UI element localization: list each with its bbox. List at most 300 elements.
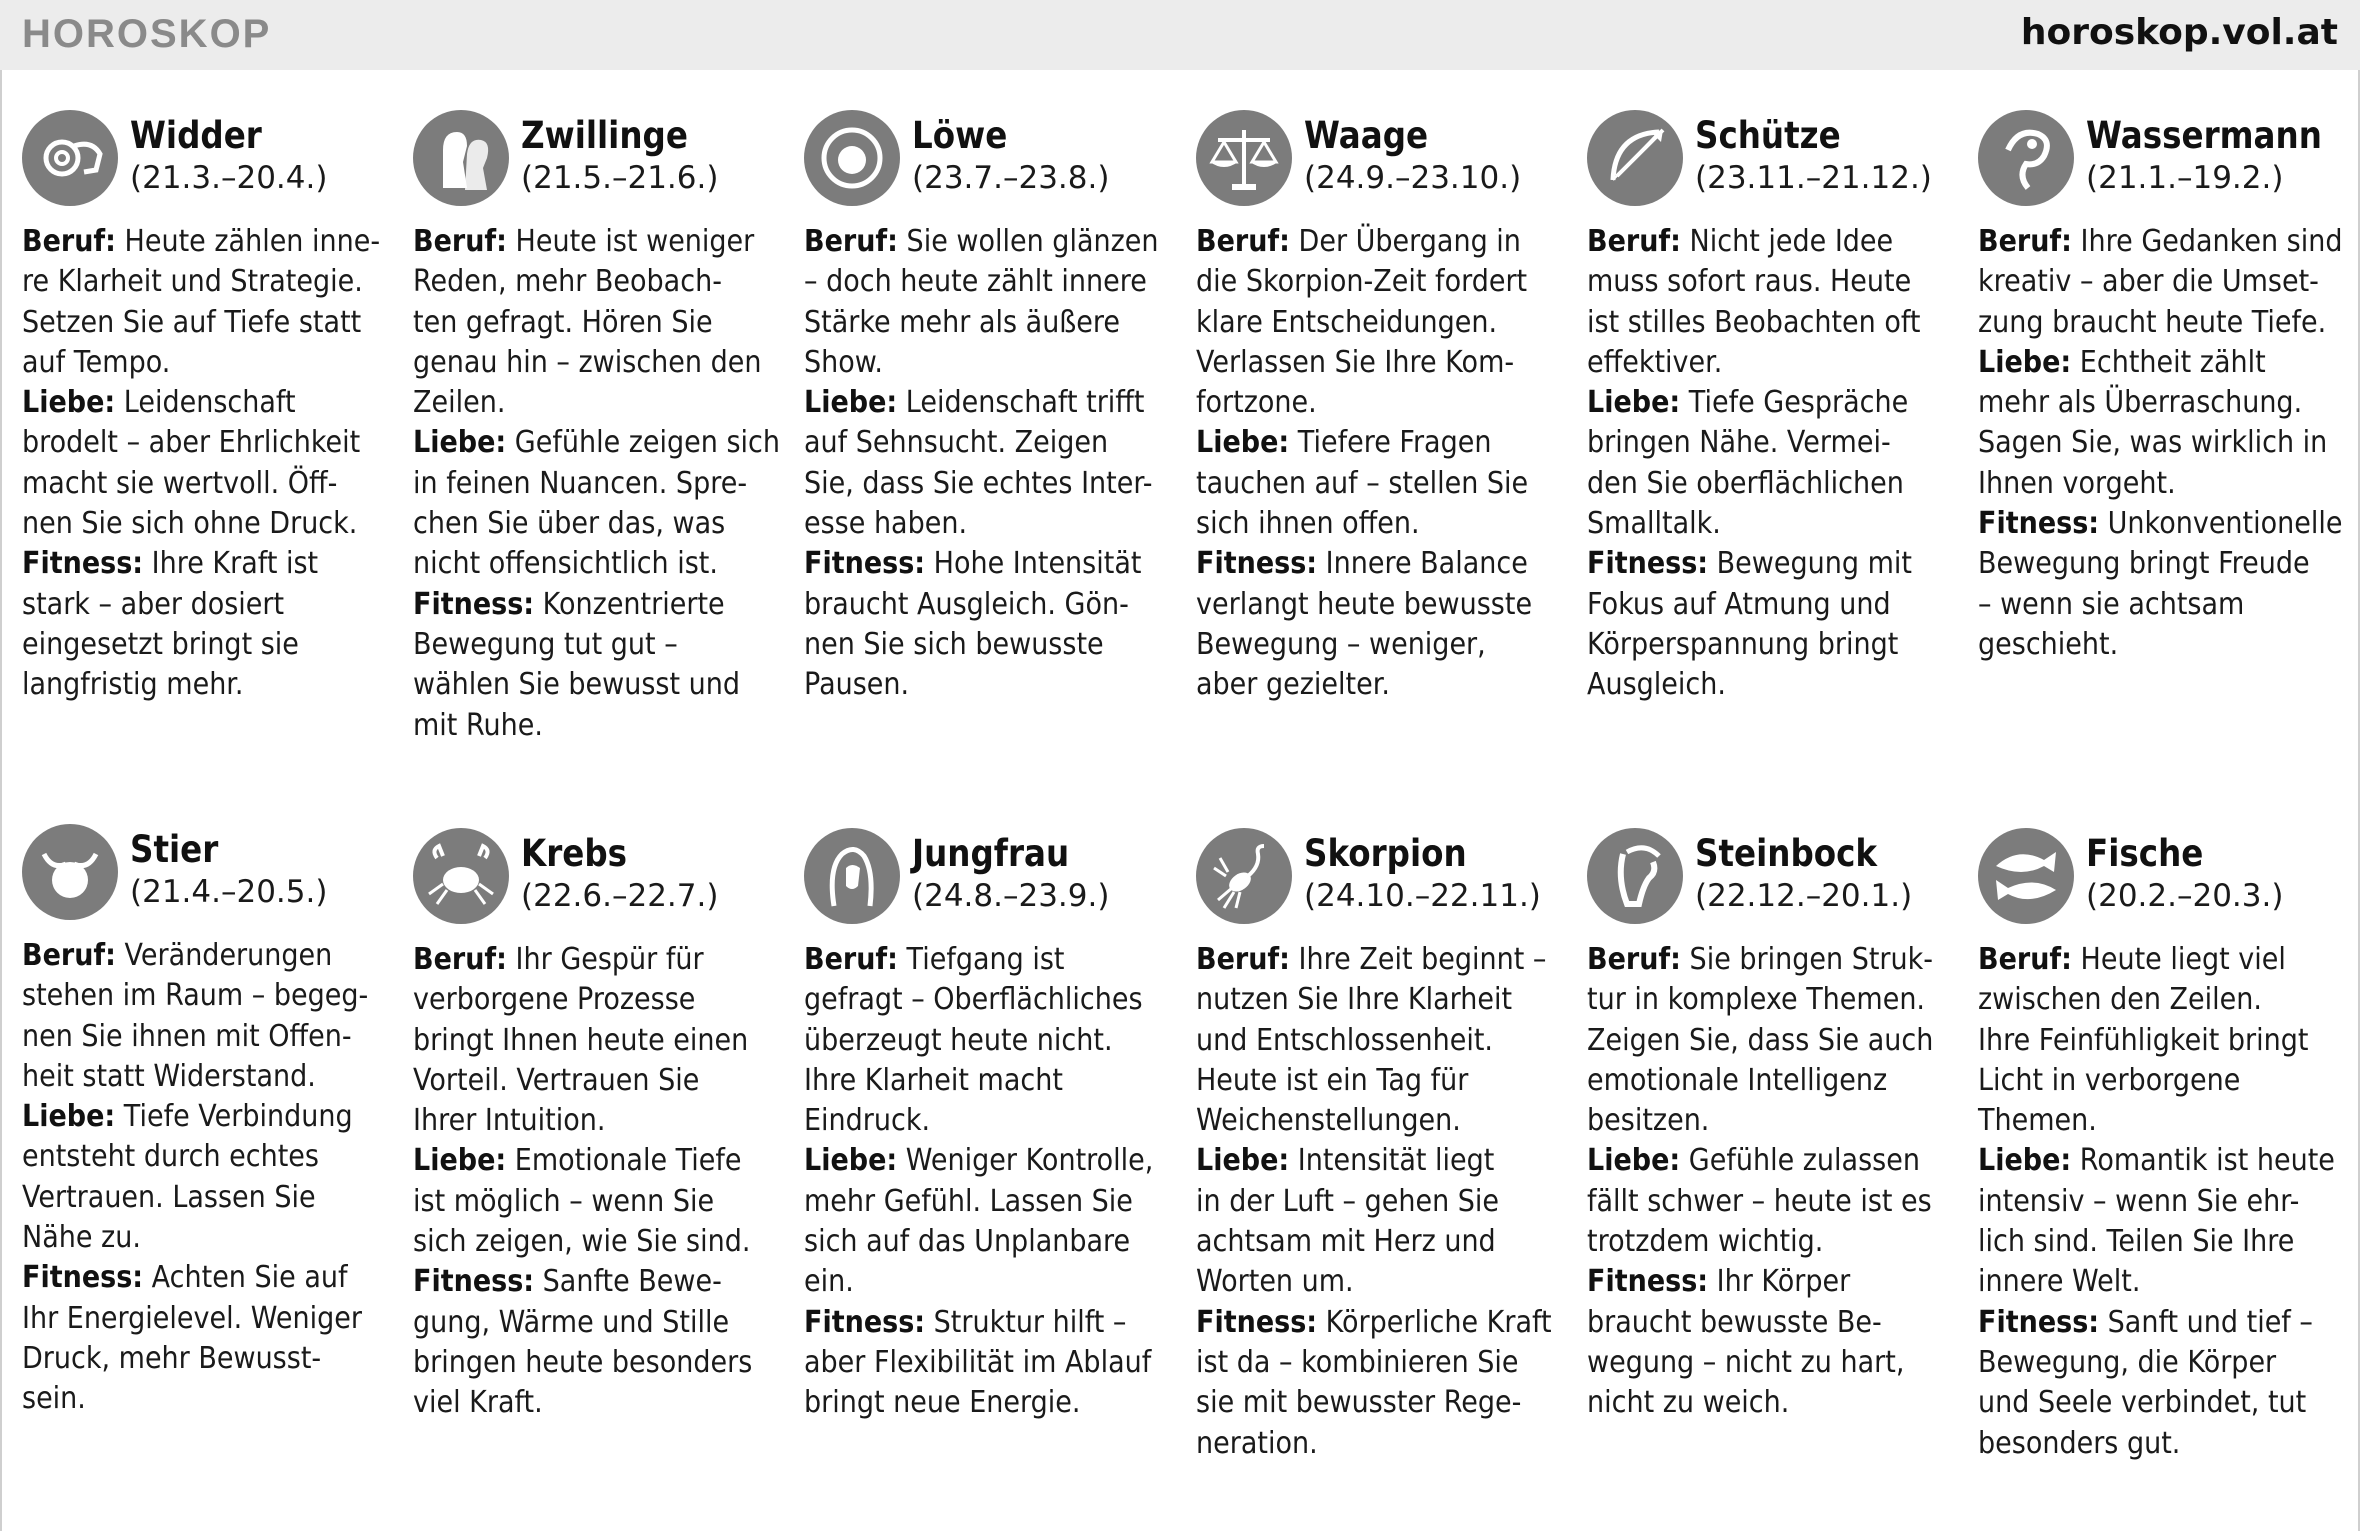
category-label: Liebe:: [413, 1143, 507, 1179]
line-text: Druck, mehr Bewusst-: [22, 1340, 322, 1376]
text-line: [22, 383, 364, 423]
line-text: auf Sehnsucht. Zeigen: [804, 425, 1109, 461]
text-line: [22, 423, 364, 463]
text-line: [1978, 343, 2320, 383]
category-label: Beruf:: [804, 224, 898, 259]
text-line: [1196, 222, 1538, 262]
line-text: Unkonventionelle: [2099, 506, 2343, 542]
line-text: bringt Ihnen heute einen: [413, 1022, 749, 1058]
text-line: [1196, 504, 1538, 544]
category-label: Fitness:: [804, 1304, 926, 1340]
text-line: [1587, 585, 1929, 625]
text-line: [1587, 343, 1929, 383]
line-text: wählen Sie bewusst und: [413, 667, 740, 703]
line-text: Tiefe Verbindung: [115, 1099, 353, 1135]
text-line: [22, 1258, 364, 1298]
line-text: Vorteil. Vertrauen Sie: [413, 1062, 700, 1098]
line-text: Tiefgang ist: [897, 942, 1065, 977]
category-label: Fitness:: [1978, 506, 2100, 542]
text-line: [1978, 1424, 2320, 1464]
category-label: Liebe:: [1196, 1143, 1290, 1179]
category-label: Liebe:: [413, 425, 507, 461]
line-text: stark – aber dosiert: [22, 586, 285, 622]
text-line: [22, 585, 364, 625]
text-line: [1587, 1021, 1934, 1061]
text-line: [1978, 980, 2320, 1020]
text-line: [1196, 343, 1538, 383]
sign-dates: (23.11.–21.12.): [1695, 160, 1932, 196]
category-label: Liebe:: [1587, 385, 1681, 421]
line-text: Pausen.: [804, 667, 910, 703]
text-line: [413, 1021, 755, 1061]
text-line: [1587, 1141, 1929, 1181]
line-text: Sagen Sie, was wirklich in: [1978, 425, 2328, 461]
line-text: nutzen Sie Ihre Klarheit: [1196, 982, 1513, 1018]
line-text: Zeigen Sie, dass Sie auch: [1587, 1022, 1934, 1058]
line-text: aber Flexibilität im Ablauf: [804, 1344, 1152, 1380]
sign-name: Skorpion: [1304, 832, 1467, 875]
line-text: Licht in verborgene: [1978, 1062, 2241, 1098]
category-label: Beruf:: [22, 224, 116, 259]
text-line: [804, 1222, 1146, 1262]
sign-name: Krebs: [521, 832, 628, 875]
text-line: [1978, 940, 2320, 980]
text-line: [1587, 1061, 1929, 1101]
line-text: und Seele verbindet, tut: [1978, 1385, 2307, 1421]
line-text: Ihrer Intuition.: [413, 1103, 606, 1139]
line-text: Weichenstellungen.: [1196, 1103, 1461, 1139]
line-text: verlangt heute bewusste: [1196, 586, 1533, 622]
text-line: [413, 262, 755, 302]
line-text: Ihre Zeit beginnt –: [1289, 942, 1547, 977]
text-line: [1978, 464, 2320, 504]
text-line: [804, 1262, 1146, 1302]
line-text: intensiv – wenn Sie ehr-: [1978, 1183, 2300, 1219]
sagittarius-bow-icon: [1587, 110, 1683, 206]
text-line: [804, 1141, 1154, 1181]
text-line: [22, 1097, 364, 1137]
text-line: [1196, 1061, 1538, 1101]
sign-dates: (20.2.–20.3.): [2086, 878, 2284, 914]
line-text: kreativ – aber die Umset-: [1978, 264, 2319, 300]
category-label: Liebe:: [1978, 1143, 2072, 1179]
text-line: [1978, 1383, 2320, 1423]
line-text: nicht zu weich.: [1587, 1385, 1790, 1421]
line-text: geschieht.: [1978, 626, 2119, 662]
text-line: [413, 1222, 755, 1262]
text-line: [1587, 383, 1929, 423]
line-text: klare Entscheidungen.: [1196, 304, 1498, 340]
text-line: [1196, 1303, 1552, 1343]
text-line: [1196, 1141, 1538, 1181]
text-line: [804, 1303, 1146, 1343]
frame-border-left: [0, 70, 2, 1531]
text-line: [413, 1343, 755, 1383]
text-line: [1978, 585, 2320, 625]
line-text: lich sind. Teilen Sie Ihre: [1978, 1224, 2295, 1260]
line-text: Emotionale Tiefe: [506, 1143, 742, 1179]
text-line: [1978, 423, 2328, 463]
category-label: Beruf:: [1587, 224, 1681, 259]
line-text: auf Tempo.: [22, 344, 171, 380]
line-text: ten gefragt. Hören Sie: [413, 304, 713, 340]
text-line: [413, 423, 781, 463]
line-text: viel Kraft.: [413, 1385, 543, 1421]
category-label: Liebe:: [1196, 425, 1290, 461]
sign-text: [413, 940, 793, 1424]
sign-text: [804, 222, 1184, 706]
line-text: Ihr Gespür für: [506, 942, 704, 977]
line-text: Smalltalk.: [1587, 506, 1721, 542]
sign-dates: (22.6.–22.7.): [521, 878, 719, 914]
text-line: [1978, 1101, 2320, 1141]
text-line: [1196, 980, 1538, 1020]
line-text: Tiefe Gespräche: [1680, 385, 1909, 421]
sign-dates: (21.3.–20.4.): [130, 160, 328, 196]
category-label: Fitness:: [1978, 1304, 2100, 1340]
category-label: Beruf:: [1196, 224, 1290, 259]
text-line: [1587, 980, 1929, 1020]
line-text: gefragt – Oberflächliches: [804, 982, 1143, 1018]
line-text: Echtheit zählt: [2071, 344, 2266, 380]
line-text: ist möglich – wenn Sie: [413, 1183, 715, 1219]
line-text: Veränderungen: [115, 938, 333, 973]
text-line: [804, 1383, 1146, 1423]
line-text: Show.: [804, 344, 883, 380]
line-text: chen Sie über das, was: [413, 506, 726, 542]
line-text: Heute ist ein Tag für: [1196, 1062, 1469, 1098]
text-line: [22, 1137, 364, 1177]
line-text: Intensität liegt: [1289, 1143, 1495, 1179]
capricorn-goat-icon: [1587, 828, 1683, 924]
line-text: entsteht durch echtes: [22, 1139, 319, 1175]
text-line: [1587, 1343, 1929, 1383]
line-text: innere Welt.: [1978, 1264, 2141, 1300]
text-line: [1978, 303, 2327, 343]
sign-dates: (21.4.–20.5.): [130, 874, 328, 910]
line-text: aber gezielter.: [1196, 667, 1390, 703]
text-line: [1587, 222, 1929, 262]
text-line: [413, 343, 762, 383]
text-line: [1587, 544, 1929, 584]
text-line: [1196, 1262, 1538, 1302]
line-text: Ihre Klarheit macht: [804, 1062, 1063, 1098]
page-title: HOROSKOP: [22, 12, 272, 56]
category-label: Fitness:: [1196, 546, 1318, 582]
text-line: [1978, 1262, 2320, 1302]
text-line: [1978, 544, 2320, 584]
text-line: [22, 464, 364, 504]
text-line: [804, 343, 1146, 383]
text-line: [413, 625, 755, 665]
text-line: [804, 625, 1146, 665]
line-text: überzeugt heute nicht.: [804, 1022, 1113, 1058]
text-line: [804, 1101, 1146, 1141]
text-line: [804, 423, 1146, 463]
text-line: [1196, 585, 1538, 625]
line-text: tur in komplexe Themen.: [1587, 982, 1926, 1018]
line-text: Achten Sie auf: [143, 1260, 348, 1296]
category-label: Fitness:: [413, 1264, 535, 1300]
text-line: [1978, 1021, 2320, 1061]
line-text: effektiver.: [1587, 344, 1723, 380]
sign-dates: (24.8.–23.9.): [912, 878, 1110, 914]
sign-text: [1978, 222, 2358, 665]
line-text: – doch heute zählt innere: [804, 264, 1147, 300]
text-line: [22, 222, 381, 262]
line-text: mit Ruhe.: [413, 707, 543, 743]
sign-text: [1196, 222, 1576, 706]
sign-dates: (23.7.–23.8.): [912, 160, 1110, 196]
text-line: [1587, 1101, 1929, 1141]
text-line: [1587, 625, 1929, 665]
text-line: [1587, 940, 1934, 980]
line-text: den Sie oberflächlichen: [1587, 465, 1904, 501]
text-line: [22, 1017, 364, 1057]
category-label: Liebe:: [1587, 1143, 1681, 1179]
sign-name: Widder: [130, 114, 262, 157]
sign-text: [22, 936, 402, 1420]
sign-dates: (21.1.–19.2.): [2086, 160, 2284, 196]
line-text: fällt schwer – heute ist es: [1587, 1183, 1932, 1219]
line-text: in der Luft – gehen Sie: [1196, 1183, 1500, 1219]
text-line: [22, 976, 369, 1016]
text-line: [413, 1303, 755, 1343]
text-line: [1978, 1061, 2320, 1101]
taurus-bull-icon: [22, 824, 118, 920]
header-bar: [0, 0, 2360, 70]
category-label: Fitness:: [1587, 546, 1709, 582]
text-line: [1978, 1141, 2335, 1181]
virgo-woman-icon: [804, 828, 900, 924]
line-text: Bewegung mit: [1708, 546, 1912, 582]
line-text: stehen im Raum – begeg-: [22, 978, 369, 1014]
line-text: verborgene Prozesse: [413, 982, 696, 1018]
text-line: [1978, 1222, 2320, 1262]
aries-ram-icon: [22, 110, 118, 206]
line-text: bringen Nähe. Vermei-: [1587, 425, 1891, 461]
text-line: [804, 222, 1159, 262]
text-line: [1587, 1222, 1929, 1262]
line-text: Verlassen Sie Ihre Kom-: [1196, 344, 1515, 380]
text-line: [804, 383, 1146, 423]
text-line: [22, 1379, 364, 1419]
text-line: [1196, 665, 1538, 705]
line-text: nicht offensichtlich ist.: [413, 546, 718, 582]
text-line: [1196, 544, 1538, 584]
sign-name: Stier: [130, 828, 219, 871]
text-line: [1587, 303, 1929, 343]
text-line: [1587, 262, 1929, 302]
line-text: esse haben.: [804, 506, 968, 542]
line-text: brodelt – aber Ehrlichkeit: [22, 425, 361, 461]
sign-text: [413, 222, 793, 746]
sign-name: Zwillinge: [521, 114, 688, 157]
text-line: [22, 936, 364, 976]
line-text: Nähe zu.: [22, 1220, 141, 1256]
text-line: [22, 343, 364, 383]
sign-name: Waage: [1304, 114, 1429, 157]
line-text: gung, Wärme und Stille: [413, 1304, 730, 1340]
sign-name: Jungfrau: [912, 832, 1070, 875]
category-label: Beruf:: [1978, 224, 2072, 259]
line-text: Konzentrierte: [534, 586, 725, 622]
line-text: re Klarheit und Strategie.: [22, 264, 363, 300]
text-line: [22, 1218, 364, 1258]
text-line: [804, 1343, 1152, 1383]
text-line: [413, 585, 755, 625]
category-label: Beruf:: [1978, 942, 2072, 977]
line-text: Ihr Körper: [1708, 1264, 1851, 1300]
category-label: Liebe:: [22, 385, 116, 421]
text-line: [1587, 1303, 1929, 1343]
line-text: wegung – nicht zu hart,: [1587, 1344, 1905, 1380]
line-text: bringen heute besonders: [413, 1344, 753, 1380]
line-text: Struktur hilft –: [925, 1304, 1127, 1340]
line-text: Nicht jede Idee: [1680, 224, 1894, 259]
category-label: Liebe:: [1978, 344, 2072, 380]
line-text: achtsam mit Herz und: [1196, 1224, 1496, 1260]
line-text: Körperliche Kraft: [1317, 1304, 1552, 1340]
text-line: [1587, 464, 1929, 504]
text-line: [413, 1141, 755, 1181]
sign-name: Fische: [2086, 832, 2204, 875]
text-line: [1978, 1343, 2320, 1383]
aquarius-water-icon: [1978, 110, 2074, 206]
text-line: [413, 303, 755, 343]
line-text: Sie, dass Sie echtes Inter-: [804, 465, 1153, 501]
line-text: trotzdem wichtig.: [1587, 1224, 1824, 1260]
text-line: [1978, 1303, 2320, 1343]
line-text: Ausgleich.: [1587, 667, 1726, 703]
text-line: [1196, 625, 1538, 665]
line-text: heit statt Widerstand.: [22, 1058, 316, 1094]
text-line: [804, 504, 1146, 544]
text-line: [413, 1061, 755, 1101]
text-line: [1978, 625, 2320, 665]
sign-dates: (21.5.–21.6.): [521, 160, 719, 196]
line-text: Romantik ist heute: [2071, 1143, 2335, 1179]
sign-text: [1587, 940, 1967, 1424]
text-line: [413, 706, 755, 746]
sign-name: Löwe: [912, 114, 1008, 157]
category-label: Beruf:: [1196, 942, 1290, 977]
line-text: Ihre Kraft ist: [143, 546, 319, 582]
leo-lion-icon: [804, 110, 900, 206]
category-label: Beruf:: [413, 942, 507, 977]
text-line: [413, 383, 755, 423]
text-line: [413, 980, 755, 1020]
line-text: muss sofort raus. Heute: [1587, 264, 1912, 300]
line-text: eingesetzt bringt sie: [22, 626, 299, 662]
sign-text: [22, 222, 402, 706]
text-line: [1196, 940, 1547, 980]
category-label: Beruf:: [22, 938, 116, 973]
category-label: Fitness:: [804, 546, 926, 582]
line-text: emotionale Intelligenz: [1587, 1062, 1888, 1098]
sign-text: [1978, 940, 2358, 1464]
category-label: Beruf:: [1587, 942, 1681, 977]
text-line: [413, 504, 755, 544]
scorpio-scorpion-icon: [1196, 828, 1292, 924]
sign-text: [804, 940, 1184, 1424]
sign-name: Wassermann: [2086, 114, 2322, 157]
category-label: Beruf:: [804, 942, 898, 977]
text-line: [1196, 1101, 1538, 1141]
text-line: [413, 222, 755, 262]
text-line: [1587, 1182, 1932, 1222]
text-line: [1196, 262, 1538, 302]
category-label: Fitness:: [1196, 1304, 1318, 1340]
line-text: nen Sie sich bewusste: [804, 626, 1104, 662]
text-line: [1196, 423, 1538, 463]
line-text: mehr Gefühl. Lassen Sie: [804, 1183, 1133, 1219]
line-text: langfristig mehr.: [22, 667, 244, 703]
sign-dates: (24.10.–22.11.): [1304, 878, 1541, 914]
line-text: Stärke mehr als äußere: [804, 304, 1121, 340]
text-line: [804, 980, 1146, 1020]
text-line: [22, 1299, 364, 1339]
line-text: Reden, mehr Beobach-: [413, 264, 722, 300]
sign-name: Schütze: [1695, 114, 1841, 157]
text-line: [413, 464, 755, 504]
line-text: Bewegung bringt Freude: [1978, 546, 2310, 582]
line-text: sein.: [22, 1381, 86, 1417]
line-text: Bewegung – weniger,: [1196, 626, 1486, 662]
line-text: sich ihnen offen.: [1196, 506, 1420, 542]
line-text: Themen.: [1978, 1103, 2097, 1139]
text-line: [1196, 1182, 1538, 1222]
text-line: [1587, 423, 1929, 463]
text-line: [1587, 1383, 1929, 1423]
text-line: [22, 665, 364, 705]
line-text: Gefühle zulassen: [1680, 1143, 1920, 1179]
line-text: Eindruck.: [804, 1103, 931, 1139]
category-label: Liebe:: [22, 1099, 116, 1135]
text-line: [1196, 303, 1538, 343]
line-text: besitzen.: [1587, 1103, 1710, 1139]
text-line: [22, 1178, 364, 1218]
line-text: besonders gut.: [1978, 1425, 2181, 1461]
text-line: [22, 504, 364, 544]
text-line: [22, 625, 364, 665]
line-text: braucht Ausgleich. Gön-: [804, 586, 1129, 622]
line-text: Zeilen.: [413, 385, 506, 421]
text-line: [1196, 1021, 1538, 1061]
text-line: [804, 464, 1153, 504]
line-text: Hohe Intensität: [925, 546, 1142, 582]
line-text: Heute liegt viel: [2071, 942, 2286, 977]
text-line: [804, 303, 1146, 343]
line-text: tauchen auf – stellen Sie: [1196, 465, 1529, 501]
text-line: [22, 1339, 364, 1379]
line-text: ist stilles Beobachten oft: [1587, 304, 1921, 340]
category-label: Fitness:: [1587, 1264, 1709, 1300]
line-text: nen Sie ihnen mit Offen-: [22, 1018, 352, 1054]
text-line: [1978, 1182, 2320, 1222]
line-text: Ihr Energielevel. Weniger: [22, 1300, 362, 1336]
text-line: [413, 1383, 755, 1423]
line-text: Ihre Gedanken sind: [2071, 224, 2343, 259]
line-text: Worten um.: [1196, 1264, 1354, 1300]
text-line: [804, 262, 1146, 302]
category-label: Fitness:: [22, 1260, 144, 1296]
line-text: fortzone.: [1196, 385, 1317, 421]
site-url: horoskop.vol.at: [2020, 12, 2338, 53]
text-line: [22, 544, 364, 584]
category-label: Liebe:: [804, 385, 898, 421]
category-label: Fitness:: [413, 586, 535, 622]
